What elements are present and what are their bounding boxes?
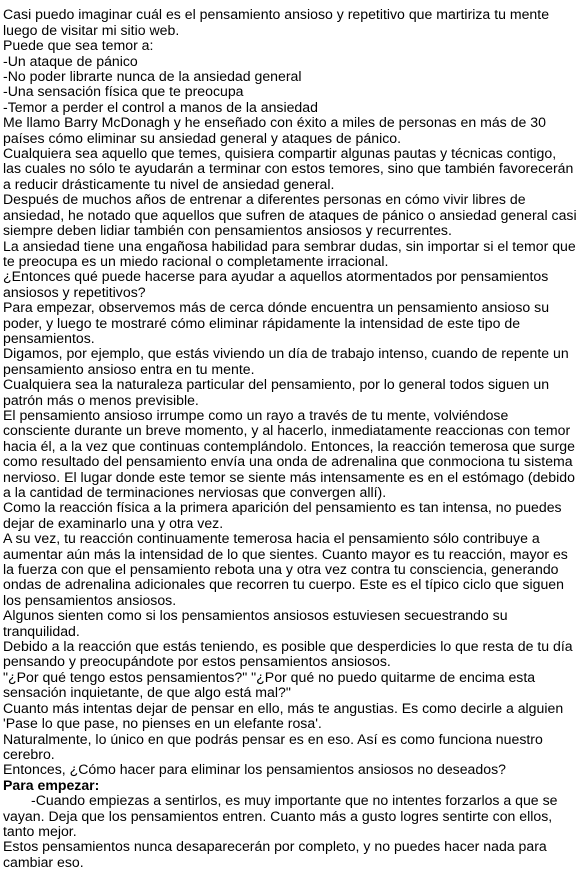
section-heading: Para empezar: (3, 776, 100, 793)
paragraph: Naturalmente, lo único en que podrás pensar es en eso. Así es como funciona nuestro cerebro. (3, 730, 543, 762)
paragraph: A su vez, tu reacción continuamente temerosa hacia el pensamiento sólo contribuye a aumentar aún más la intensidad de lo que sientes. Cuanto mayor es tu reacción, mayor es la fuerza con que el pensamiento rebota una y otra vez contra tu consciencia, generando ondas de adrenalina adicionales que recorren tu cuerpo. Este es el típico ciclo que siguen los pensamientos ansiosos. (3, 530, 568, 608)
paragraph: Puede que sea temor a: (3, 37, 154, 54)
paragraph: Como la reacción física a la primera aparición del pensamiento es tan intensa, no puedes dejar de examinarlo una y otra vez. (3, 499, 562, 531)
paragraph: La ansiedad tiene una engañosa habilidad para sembrar dudas, sin importar si el temor que te preocupa es un miedo racional o completamente irracional. (3, 237, 576, 269)
paragraph: Entonces, ¿Cómo hacer para eliminar los pensamientos ansiosos no deseados? (3, 761, 506, 778)
paragraph: Estos pensamientos nunca desaparecerán por completo, y no puedes hacer nada para cambiar eso. (3, 838, 547, 870)
paragraph: El pensamiento ansioso irrumpe como un rayo a través de tu mente, volviéndose consciente durante un breve momento, y al hacerlo, inmediatamente reaccionas con temor hacia él, a la vez que continuas contemplándolo. Entonces, la reacción temerosa que surge como resultado del pensamiento envía una onda de adrenalina que conmociona tu sistema nervioso. El lugar donde este temor se siente más intensamente es en el estómago (debido a la cantidad de terminaciones nerviosas que convergen allí). (3, 406, 575, 500)
paragraph: -Cuando empiezas a sentirlos, es muy importante que no intentes forzarlos a que se vayan. Deja que los pensamientos entren. Cuanto más a gusto logres sentirte con ellos, tanto mejor. (3, 792, 558, 839)
paragraph: Algunos sienten como si los pensamientos ansiosos estuviesen secuestrando su tranquilidad. (3, 607, 508, 639)
paragraph: Cualquiera sea aquello que temes, quisiera compartir algunas pautas y técnicas contigo, las cuales no sólo te ayudarán a terminar con estos temores, sino que también favorecerán a reducir drásticamente tu nivel de ansiedad general. (3, 145, 574, 192)
paragraph: "¿Por qué tengo estos pensamientos?" "¿Por qué no puedo quitarme de encima esta sensación inquietante, de que algo está mal?" (3, 668, 536, 701)
paragraph: Casi puedo imaginar cuál es el pensamiento ansioso y repetitivo que martiriza tu mente luego de visitar mi sitio web. (3, 6, 550, 38)
list-item: -Temor a perder el control a manos de la ansiedad (3, 98, 318, 115)
paragraph: Debido a la reacción que estás teniendo, es posible que desperdicies lo que resta de tu día pensando y preocupándote por estos pensamientos ansiosos. (3, 638, 573, 670)
paragraph: Cuanto más intentas dejar de pensar en ello, más te angustias. Es como decirle a alguien 'Pase lo que pase, no pienses en un elefante rosa'. (3, 699, 564, 732)
paragraph: Para empezar, observemos más de cerca dónde encuentra un pensamiento ansioso su poder, y luego te mostraré cómo eliminar rápidamente la intensidad de este tipo de pensamientos. (3, 299, 550, 346)
paragraph: ¿Entonces qué puede hacerse para ayudar a aquellos atormentados por pensamientos ansiosos y repetitivos? (3, 268, 549, 300)
paragraph: Después de muchos años de entrenar a diferentes personas en cómo vivir libres de ansiedad, he notado que aquellos que sufren de ataques de pánico o ansiedad general casi siempre deben lidiar también con pensamientos ansiosos y recurrentes. (3, 191, 577, 239)
paragraph: Digamos, por ejemplo, que estás viviendo un día de trabajo intenso, cuando de repente un pensamiento ansioso entra en tu mente. (3, 345, 569, 377)
paragraph: Me llamo Barry McDonagh y he enseñado con éxito a miles de personas en más de 30 países cómo eliminar su ansiedad general y ataques de pánico. (3, 114, 546, 146)
list-item: -Una sensación física que te preocupa (3, 83, 244, 100)
document-body (3, 0, 577, 870)
paragraph: Cualquiera sea la naturaleza particular del pensamiento, por lo general todos siguen un patrón más o menos previsible. (3, 376, 550, 408)
list-item: -Un ataque de pánico (3, 52, 138, 69)
list-item: -No poder librarte nunca de la ansiedad general (3, 68, 302, 85)
